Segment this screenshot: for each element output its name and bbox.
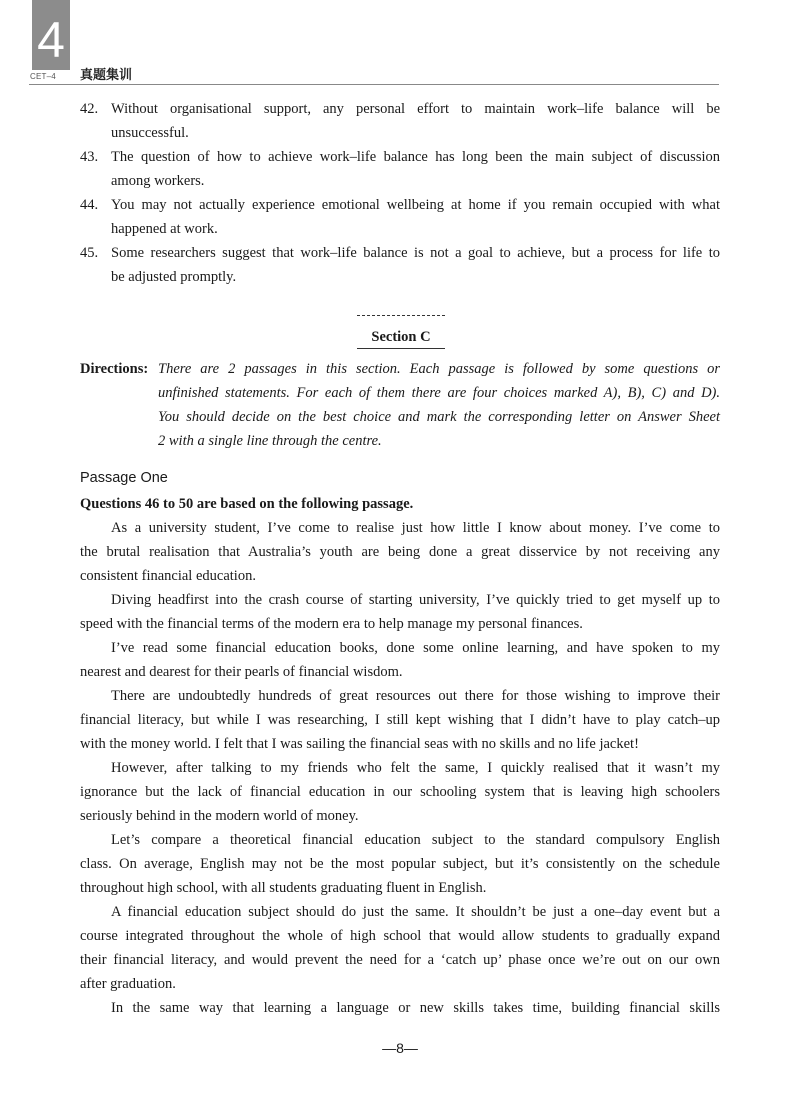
passage-line: I’ve read some financial education books, done some online learning, and have spoken to my [111, 640, 720, 656]
passage-line: class. On average, English may not be the most popular subject, but it’s consistently on the schedule [80, 856, 720, 872]
header-divider [29, 84, 719, 85]
passage-line: after graduation. [80, 976, 176, 992]
question-text: Some researchers suggest that work–life balance is not a goal to achieve, but a process for life to [111, 245, 720, 261]
section-dashed-rule [357, 315, 445, 316]
directions-text: 2 with a single line through the centre. [158, 433, 382, 449]
header-title: 真题集训 [80, 68, 133, 83]
section-title: Section C [371, 329, 431, 345]
passage-line: the brutal realisation that Australia’s youth are being done a great disservice by not receiving any [80, 544, 720, 560]
question-number: 42. [80, 101, 99, 117]
directions-text: unfinished statements. For each of them there are four choices marked A), B), C) and D). [158, 385, 720, 401]
passage-line: There are undoubtedly hundreds of great resources out there for those wishing to improve their [111, 688, 720, 704]
passage-line: throughout high school, with all students graduating fluent in English. [80, 880, 487, 896]
passage-line: with the money world. I felt that I was sailing the financial seas with no skills and no life jacket! [80, 736, 639, 752]
questions-heading: Questions 46 to 50 are based on the following passage. [80, 496, 414, 512]
passage-line: Let’s compare a theoretical financial education subject to the standard compulsory English [111, 832, 720, 848]
question-number: 43. [80, 149, 99, 165]
question-text: happened at work. [111, 221, 218, 237]
page-number: —8— [382, 1040, 418, 1056]
question-text: Without organisational support, any personal effort to maintain work–life balance will be [111, 101, 720, 117]
passage-line: However, after talking to my friends who felt the same, I quickly realised that it wasn’t my [111, 760, 720, 776]
question-text: unsuccessful. [111, 125, 189, 141]
question-number: 45. [80, 245, 99, 261]
question-number: 44. [80, 197, 99, 213]
passage-line: speed with the financial terms of the modern era to help manage my personal finances. [80, 616, 583, 632]
passage-line: consistent financial education. [80, 568, 256, 584]
passage-line: ignorance but the lack of financial education in our schooling system that is leaving high schoolers [80, 784, 720, 800]
passage-line: Diving headfirst into the crash course of starting university, I’ve quickly tried to get myself up to [111, 592, 720, 608]
directions-text: There are 2 passages in this section. Each passage is followed by some questions or [158, 361, 720, 377]
passage-line: As a university student, I’ve come to realise just how little I know about money. I’ve come to [111, 520, 720, 536]
directions-text: You should decide on the best choice and mark the corresponding letter on Answer Sheet [158, 409, 720, 425]
question-text: You may not actually experience emotional wellbeing at home if you remain occupied with what [111, 197, 720, 213]
passage-line: In the same way that learning a language or new skills takes time, building financial skills [111, 1000, 720, 1016]
passage-title: Passage One [80, 470, 168, 486]
exam-label: CET–4 [30, 72, 56, 81]
passage-line: financial literacy, but while I was researching, I still kept wishing that I didn’t have to play catch–up [80, 712, 720, 728]
passage-line: course integrated throughout the whole of high school that would allow students to gradually expand [80, 928, 720, 944]
passage-line: A financial education subject should do just the same. It shouldn’t be just a one–day event but a [111, 904, 720, 920]
directions-label: Directions: [80, 361, 149, 377]
chapter-number: 4 [37, 12, 65, 68]
passage-line: seriously behind in the modern world of money. [80, 808, 359, 824]
passage-line: nearest and dearest for their pearls of financial wisdom. [80, 664, 403, 680]
question-text: be adjusted promptly. [111, 269, 237, 285]
passage-line: their financial literacy, and would prevent the need for a ‘catch up’ phase once we’re out on our own [80, 952, 720, 968]
section-underline [357, 348, 445, 349]
question-text: The question of how to achieve work–life balance has long been the main subject of discussion [111, 149, 720, 165]
question-text: among workers. [111, 173, 205, 189]
